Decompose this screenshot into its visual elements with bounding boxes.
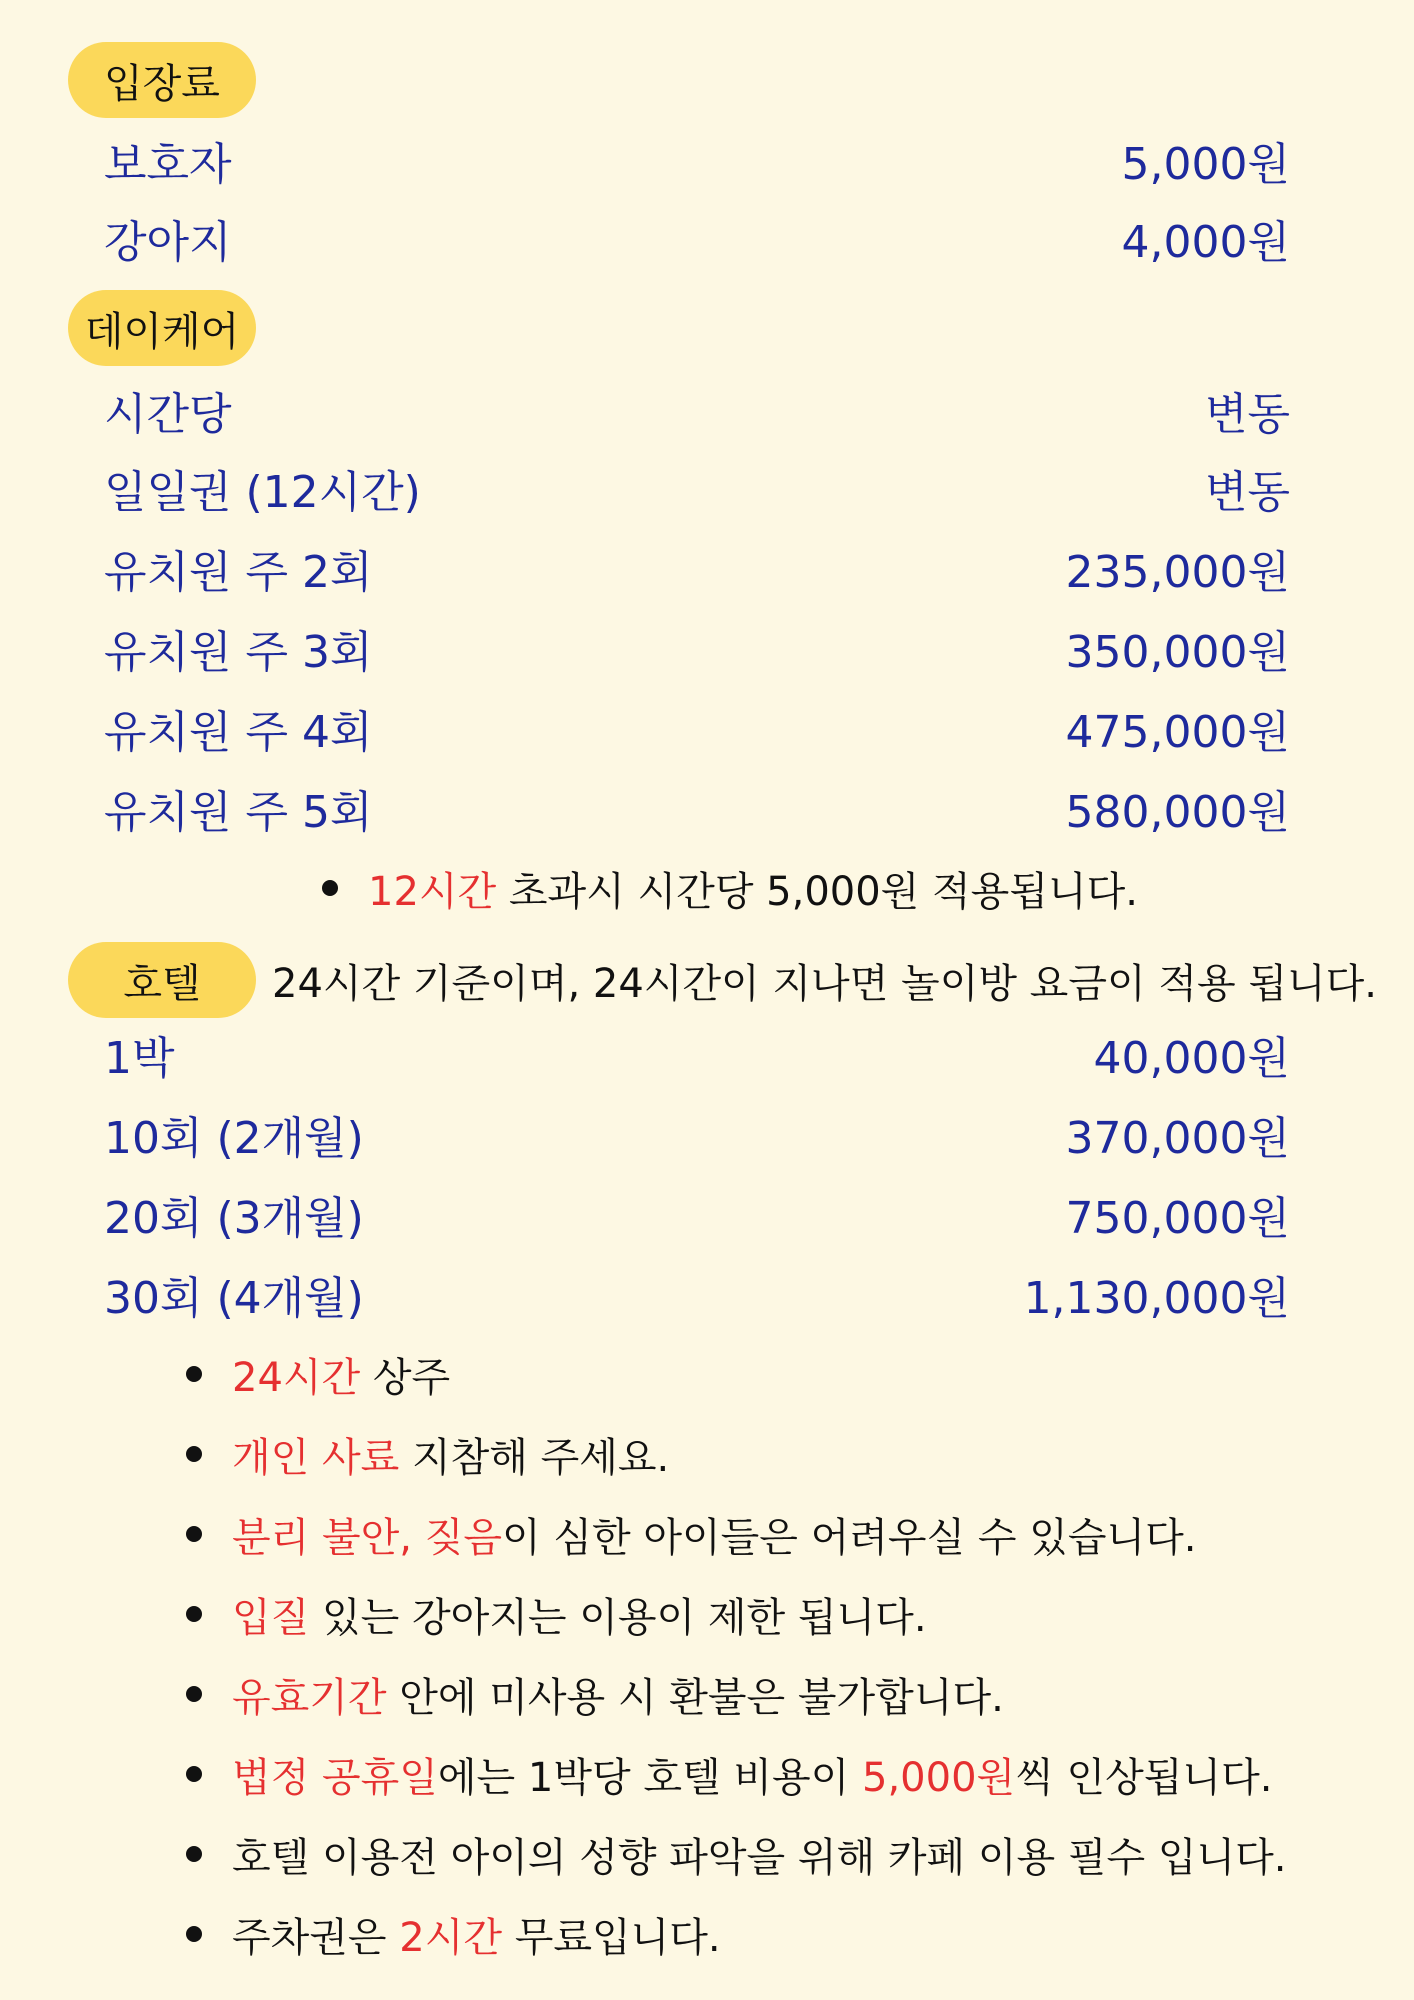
hotel-description: 24시간 기준이며, 24시간이 지나면 놀이방 요금이 적용 됩니다. [272, 960, 1377, 1007]
note-text: 상주 [360, 1354, 451, 1401]
item-price: 변동 [1204, 467, 1290, 518]
item-label: 유치원 주 2회 [104, 547, 373, 598]
bullet-icon [322, 880, 338, 896]
item-label: 유치원 주 5회 [104, 787, 373, 838]
hotel-note-item [186, 1344, 450, 1404]
note-highlight: 5,000원 [862, 1754, 1016, 1801]
hotel-note-item [186, 1584, 927, 1644]
price-row [104, 130, 1290, 190]
section-pill-admission: 입장료 [68, 42, 256, 118]
section-pill-daycare: 데이케어 [68, 290, 256, 366]
bullet-icon [186, 1686, 202, 1702]
note-highlight: 12시간 [368, 868, 497, 915]
note-highlight: 24시간 [232, 1354, 361, 1401]
note-highlight: 2시간 [399, 1914, 503, 1961]
hotel-note-item [186, 1824, 1287, 1884]
item-label: 시간당 [104, 389, 232, 440]
note-text: 있는 강아지는 이용이 제한 됩니다. [309, 1594, 927, 1641]
bullet-icon [186, 1446, 202, 1462]
hotel-note-item [186, 1744, 1272, 1804]
item-label: 일일권 (12시간) [104, 467, 421, 518]
price-row [104, 538, 1290, 598]
bullet-icon [186, 1846, 202, 1862]
bullet-icon [186, 1366, 202, 1382]
bullet-icon [186, 1766, 202, 1782]
price-row [104, 458, 1290, 518]
price-row [104, 380, 1290, 440]
item-price: 40,000원 [1093, 1033, 1290, 1084]
item-price: 4,000원 [1121, 217, 1290, 268]
note-highlight: 법정 공휴일 [232, 1754, 438, 1801]
note-text: 지참해 주세요. [399, 1434, 670, 1481]
note-text: 씩 인상됩니다. [1015, 1754, 1273, 1801]
bullet-icon [186, 1606, 202, 1622]
note-text: 초과시 시간당 5,000원 적용됩니다. [496, 868, 1138, 915]
item-label: 20회 (3개월) [104, 1193, 364, 1244]
item-price: 475,000원 [1065, 707, 1290, 758]
item-price: 변동 [1204, 389, 1290, 440]
note-highlight: 유효기간 [232, 1674, 387, 1721]
price-row [104, 778, 1290, 838]
item-price: 580,000원 [1065, 787, 1290, 838]
bullet-icon [186, 1926, 202, 1942]
note-highlight: 입질 [232, 1594, 310, 1641]
price-row [104, 1184, 1290, 1244]
daycare-note [322, 858, 1138, 918]
section-pill-hotel: 호텔 [68, 942, 256, 1018]
hotel-note-item [186, 1424, 669, 1484]
hotel-note-item [186, 1664, 1004, 1724]
item-price: 750,000원 [1065, 1193, 1290, 1244]
item-label: 강아지 [104, 217, 232, 268]
price-row [104, 1024, 1290, 1084]
item-price: 370,000원 [1065, 1113, 1290, 1164]
item-label: 유치원 주 4회 [104, 707, 373, 758]
price-row [104, 618, 1290, 678]
price-row [104, 698, 1290, 758]
price-row [104, 208, 1290, 268]
note-text: 이 심한 아이들은 어려우실 수 있습니다. [501, 1514, 1197, 1561]
price-row [104, 1264, 1290, 1324]
item-price: 5,000원 [1121, 139, 1290, 190]
note-text: 안에 미사용 시 환불은 불가합니다. [386, 1674, 1004, 1721]
item-label: 30회 (4개월) [104, 1273, 364, 1324]
price-row [104, 1104, 1290, 1164]
bullet-icon [186, 1526, 202, 1542]
hotel-note-item [186, 1904, 721, 1964]
item-label: 보호자 [104, 139, 232, 190]
item-label: 유치원 주 3회 [104, 627, 373, 678]
note-highlight: 분리 불안, 짖음 [232, 1514, 502, 1561]
hotel-note-item [186, 1504, 1197, 1564]
item-label: 10회 (2개월) [104, 1113, 364, 1164]
note-text: 무료입니다. [502, 1914, 721, 1961]
item-label: 1박 [104, 1033, 175, 1084]
note-text: 주차권은 [232, 1914, 400, 1961]
note-text: 에는 1박당 호텔 비용이 [437, 1754, 862, 1801]
item-price: 350,000원 [1065, 627, 1290, 678]
note-highlight: 개인 사료 [232, 1434, 400, 1481]
item-price: 235,000원 [1065, 547, 1290, 598]
item-price: 1,130,000원 [1023, 1273, 1290, 1324]
note-text: 호텔 이용전 아이의 성향 파악을 위해 카페 이용 필수 입니다. [232, 1834, 1287, 1881]
